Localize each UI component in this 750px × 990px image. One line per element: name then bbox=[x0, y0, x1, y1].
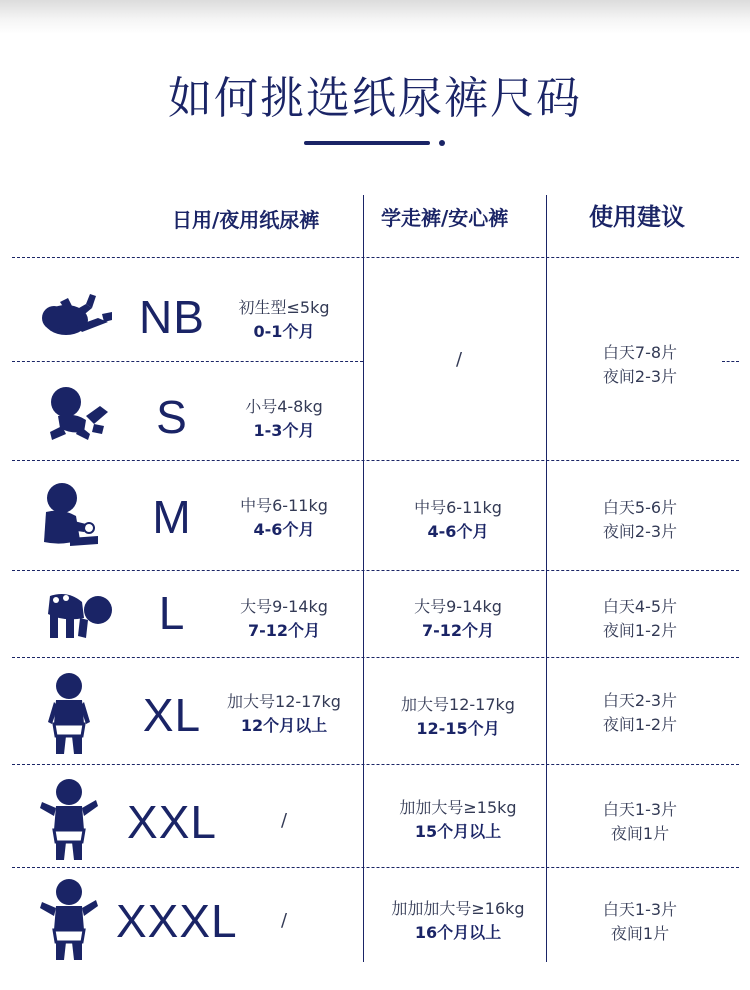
age-range: 12个月以上 bbox=[240, 716, 328, 735]
usage-suggestion bbox=[570, 689, 710, 737]
usage-suggestion bbox=[570, 496, 710, 544]
row-divider bbox=[12, 657, 739, 658]
weight-range: 加大号12-17kg bbox=[401, 695, 515, 714]
row-divider bbox=[12, 257, 739, 258]
usage-day: 白天2-3片 bbox=[602, 691, 678, 710]
age-range: 4-6个月 bbox=[253, 520, 315, 539]
age-range: 7-12个月 bbox=[421, 621, 495, 640]
size-label: NB bbox=[139, 291, 205, 343]
usage-day: 白天1-3片 bbox=[602, 800, 678, 819]
not-applicable-mark: / bbox=[280, 810, 288, 831]
age-range: 0-1个月 bbox=[253, 322, 315, 341]
top-shadow bbox=[0, 0, 750, 34]
row-divider bbox=[12, 570, 739, 571]
age-range: 1-3个月 bbox=[253, 421, 315, 440]
baby-sitting-icon bbox=[40, 482, 102, 552]
usage-suggestion bbox=[570, 798, 710, 846]
age-range: 12-15个月 bbox=[416, 719, 500, 738]
usage-suggestion bbox=[570, 898, 710, 946]
usage-day: 白天5-6片 bbox=[602, 498, 678, 517]
pants-spec bbox=[388, 693, 528, 741]
weight-range: 加加加大号≥16kg bbox=[391, 899, 525, 918]
size-label: XXXL bbox=[116, 895, 238, 947]
not-applicable-mark: / bbox=[280, 910, 288, 931]
pants-spec bbox=[378, 897, 538, 945]
header-diaper: 日用/夜用纸尿裤 bbox=[172, 208, 320, 232]
size-label: XXL bbox=[127, 796, 217, 848]
usage-day: 白天1-3片 bbox=[602, 900, 678, 919]
usage-night: 夜间1-2片 bbox=[602, 621, 678, 640]
diaper-spec bbox=[218, 494, 350, 542]
baby-walking-icon bbox=[38, 778, 100, 866]
usage-night: 夜间2-3片 bbox=[602, 367, 678, 386]
weight-range: 中号6-11kg bbox=[240, 496, 328, 515]
baby-standing-icon bbox=[44, 672, 94, 760]
usage-night: 夜间1片 bbox=[610, 824, 670, 843]
usage-day: 白天4-5片 bbox=[602, 597, 678, 616]
title-underline bbox=[304, 141, 430, 145]
weight-range: 大号9-14kg bbox=[240, 597, 328, 616]
weight-range: 初生型≤5kg bbox=[238, 298, 330, 317]
diaper-spec bbox=[222, 395, 346, 443]
not-applicable-mark: / bbox=[455, 349, 463, 370]
header-pants: 学走裤/安心裤 bbox=[381, 206, 509, 230]
pants-spec bbox=[388, 595, 528, 643]
baby-newborn-icon bbox=[42, 292, 114, 342]
usage-suggestion bbox=[570, 595, 710, 643]
baby-walking-icon bbox=[38, 878, 100, 966]
age-range: 16个月以上 bbox=[414, 923, 502, 942]
column-divider-2 bbox=[546, 195, 547, 962]
baby-bending-icon bbox=[40, 590, 114, 644]
weight-range: 中号6-11kg bbox=[414, 498, 502, 517]
weight-range: 大号9-14kg bbox=[414, 597, 502, 616]
weight-range: 加加大号≥15kg bbox=[399, 798, 517, 817]
row-divider bbox=[12, 867, 739, 868]
header-usage: 使用建议 bbox=[589, 203, 685, 231]
diaper-spec bbox=[214, 690, 354, 738]
age-range: 7-12个月 bbox=[247, 621, 321, 640]
size-label: XL bbox=[142, 689, 202, 741]
usage-night: 夜间1-2片 bbox=[602, 715, 678, 734]
size-label: S bbox=[156, 391, 188, 443]
usage-night: 夜间2-3片 bbox=[602, 522, 678, 541]
diaper-spec bbox=[222, 296, 346, 344]
weight-range: 加大号12-17kg bbox=[227, 692, 341, 711]
weight-range: 小号4-8kg bbox=[245, 397, 323, 416]
title-dot bbox=[439, 140, 445, 146]
diaper-spec bbox=[218, 595, 350, 643]
column-divider-1 bbox=[363, 195, 364, 962]
usage-day: 白天7-8片 bbox=[602, 343, 678, 362]
page-title: 如何挑选纸尿裤尺码 bbox=[168, 73, 582, 124]
size-label: L bbox=[158, 587, 186, 639]
baby-crawling-icon bbox=[44, 386, 110, 446]
usage-night: 夜间1片 bbox=[610, 924, 670, 943]
row-divider bbox=[12, 361, 363, 362]
age-range: 15个月以上 bbox=[414, 822, 502, 841]
row-divider bbox=[12, 460, 739, 461]
usage-suggestion bbox=[570, 341, 710, 389]
age-range: 4-6个月 bbox=[427, 522, 489, 541]
pants-spec bbox=[384, 796, 532, 844]
row-divider bbox=[12, 764, 739, 765]
pants-spec bbox=[388, 496, 528, 544]
row-divider-stub bbox=[722, 361, 739, 362]
size-label: M bbox=[152, 491, 192, 543]
